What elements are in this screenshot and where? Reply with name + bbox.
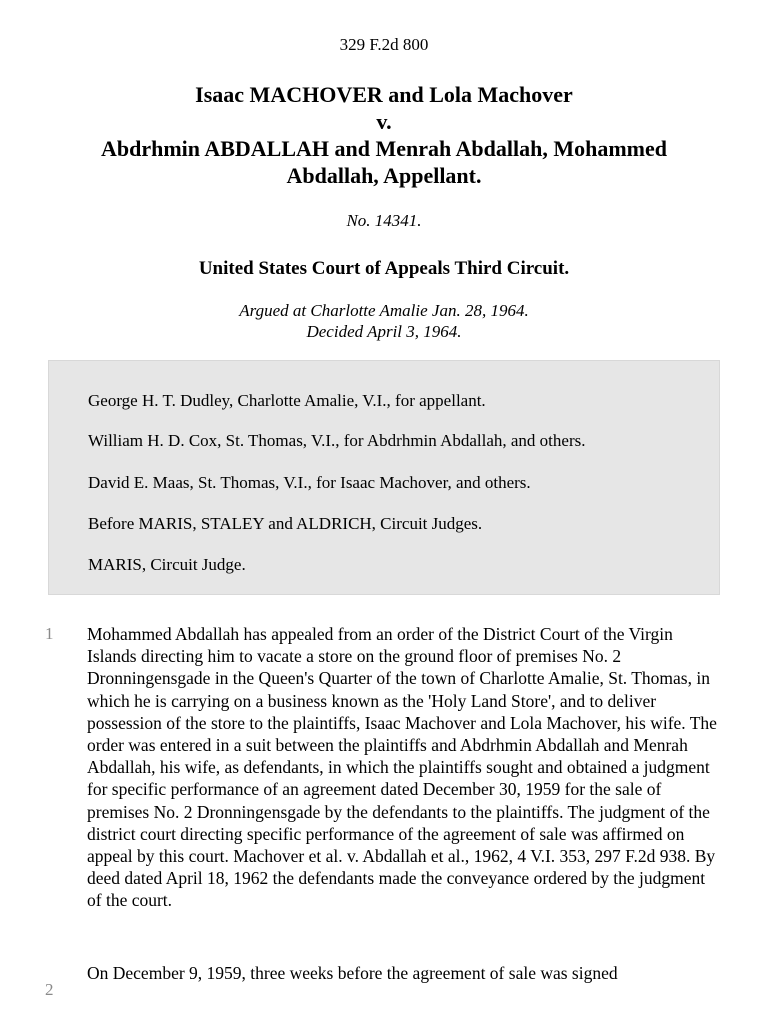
case-citation: 329 F.2d 800 — [339, 35, 429, 54]
panel-judges: Before MARIS, STALEY and ALDRICH, Circuit Judges. — [88, 514, 483, 533]
case-title — [60, 81, 708, 189]
opinion-paragraph: On December 9, 1959, three weeks before the agreement of sale was signed — [87, 963, 618, 983]
paragraph-number: 1 — [45, 624, 54, 643]
case-title-plaintiffs: Isaac MACHOVER and Lola Machover — [195, 82, 573, 107]
opinion-author: MARIS, Circuit Judge. — [88, 555, 246, 574]
decided-date: Decided April 3, 1964. — [306, 322, 462, 341]
docket-number: No. 14341. — [346, 211, 422, 230]
case-dates — [0, 300, 768, 342]
counsel-abdallah: William H. D. Cox, St. Thomas, V.I., for Abdrhmin Abdallah, and others. — [88, 431, 586, 450]
case-title-defendants: Abdrhmin ABDALLAH and Menrah Abdallah, Mohammed Abdallah, Appellant. — [101, 136, 667, 188]
case-title-versus: v. — [376, 109, 392, 134]
court-name: United States Court of Appeals Third Circuit. — [198, 258, 570, 279]
opinion-paragraph: Mohammed Abdallah has appealed from an order of the District Court of the Virgin Islands directing him to vacate a store on the ground floor of premises No. 2 Dronningensgade in the Queen's Quarter of the town of Charlotte Amalie, St. Thomas, in which he is carrying on a business known as the 'Holy Land Store', and to deliver possession of the store to the plaintiffs, Isaac Machover and Lola Machover, his wife. The order was entered in a suit between the plaintiffs and Abdrhmin Abdallah and Menrah Abdallah, his wife, as defendants, in which the plaintiffs sought and obtained a judgment for specific performance of an agreement dated December 30, 1959 for the sale of premises No. 2 Dronningensgade by the defendants to the plaintiffs. The judgment of the district court directing specific performance of the agreement of sale was affirmed on appeal by this court. Machover et al. v. Abdallah et al., 1962, 4 V.I. 353, 297 F.2d 938. By deed dated April 18, 1962 the defendants made the conveyance ordered by the judgment of the court. — [87, 624, 717, 911]
counsel-appellant: George H. T. Dudley, Charlotte Amalie, V.I., for appellant. — [88, 391, 486, 410]
paragraph-number: 2 — [45, 980, 54, 999]
argued-date: Argued at Charlotte Amalie Jan. 28, 1964. — [239, 301, 529, 320]
counsel-box — [48, 360, 720, 595]
counsel-machover: David E. Maas, St. Thomas, V.I., for Isaac Machover, and others. — [88, 473, 531, 492]
